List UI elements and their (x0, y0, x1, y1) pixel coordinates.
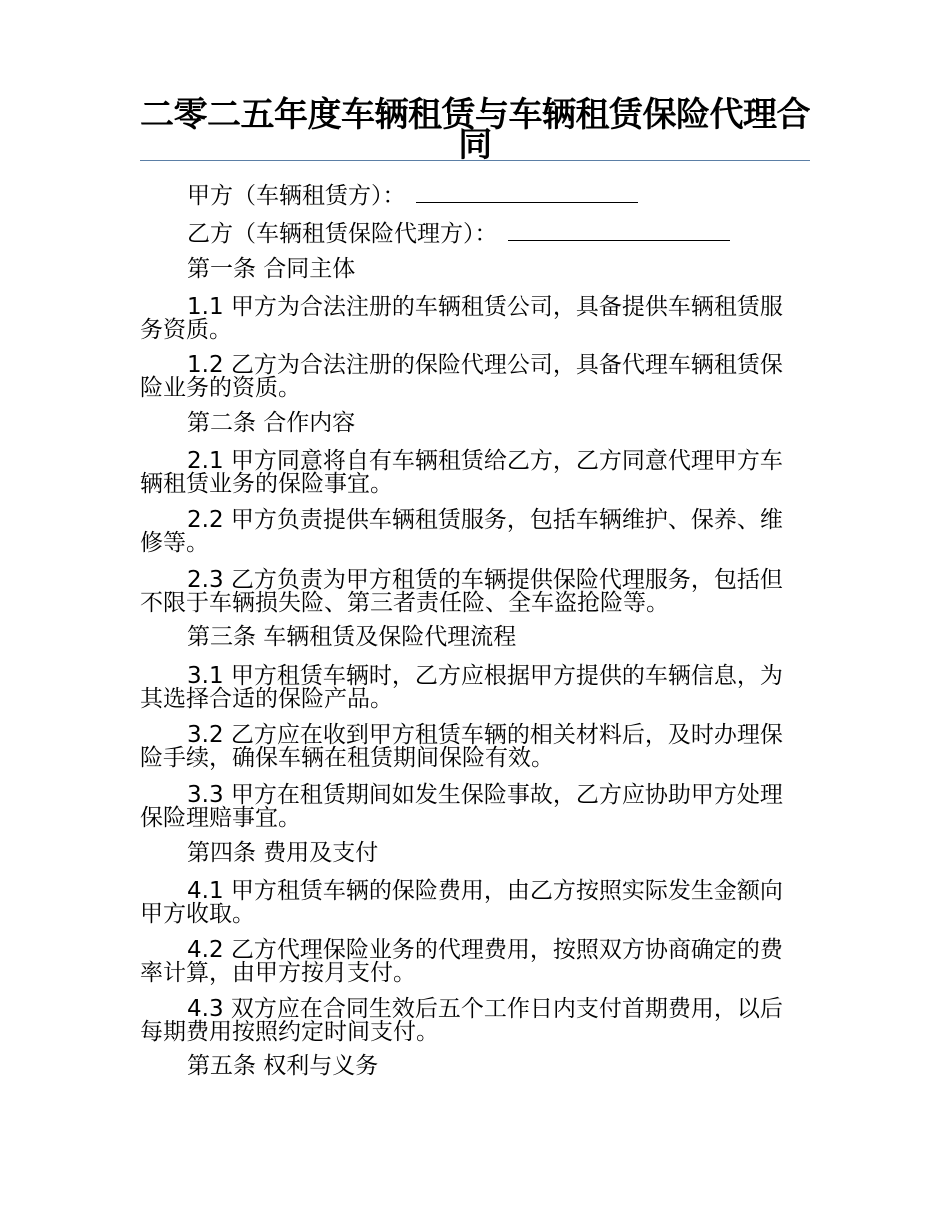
clause: 3.3 甲方在租赁期间如发生保险事故，乙方应协助甲方处理保险理赔事宜。 (140, 782, 783, 831)
party-a-blank[interactable] (416, 184, 638, 203)
party-b-line (140, 222, 802, 246)
party-a-line (140, 184, 802, 208)
clause: 4.1 甲方租赁车辆的保险费用，由乙方按照实际发生金额向甲方收取。 (140, 878, 783, 927)
section-heading: 第五条 权利与义务 (187, 1053, 379, 1079)
party-a-label: 甲方（车辆租赁方）： (187, 183, 406, 209)
clause: 3.2 乙方应在收到甲方租赁车辆的相关材料后，及时办理保险手续，确保车辆在租赁期间保险有效。 (140, 722, 783, 771)
clause: 4.2 乙方代理保险业务的代理费用，按照双方协商确定的费率计算，由甲方按月支付。 (140, 937, 783, 986)
clause: 2.1 甲方同意将自有车辆租赁给乙方，乙方同意代理甲方车辆租赁业务的保险事宜。 (140, 448, 783, 497)
clause: 1.2 乙方为合法注册的保险代理公司，具备代理车辆租赁保险业务的资质。 (140, 352, 783, 401)
clause: 4.3 双方应在合同生效后五个工作日内支付首期费用，以后每期费用按照约定时间支付。 (140, 996, 783, 1045)
clause: 2.3 乙方负责为甲方租赁的车辆提供保险代理服务，包括但不限于车辆损失险、第三者责任险、全车盗抢险等。 (140, 567, 783, 616)
party-b-blank[interactable] (508, 222, 730, 241)
section-heading: 第三条 车辆租赁及保险代理流程 (187, 624, 517, 650)
clause: 3.1 甲方租赁车辆时，乙方应根据甲方提供的车辆信息，为其选择合适的保险产品。 (140, 663, 783, 712)
section-heading: 第四条 费用及支付 (187, 840, 379, 866)
document-title: 二零二五年度车辆租赁与车辆租赁保险代理合同 (140, 95, 810, 165)
clause: 2.2 甲方负责提供车辆租赁服务，包括车辆维护、保养、维修等。 (140, 507, 783, 556)
party-b-label: 乙方（车辆租赁保险代理方）： (187, 221, 498, 247)
clause: 1.1 甲方为合法注册的车辆租赁公司，具备提供车辆租赁服务资质。 (140, 294, 783, 343)
title-underline (140, 160, 810, 161)
section-heading: 第二条 合作内容 (187, 410, 356, 436)
section-heading: 第一条 合同主体 (187, 256, 356, 282)
